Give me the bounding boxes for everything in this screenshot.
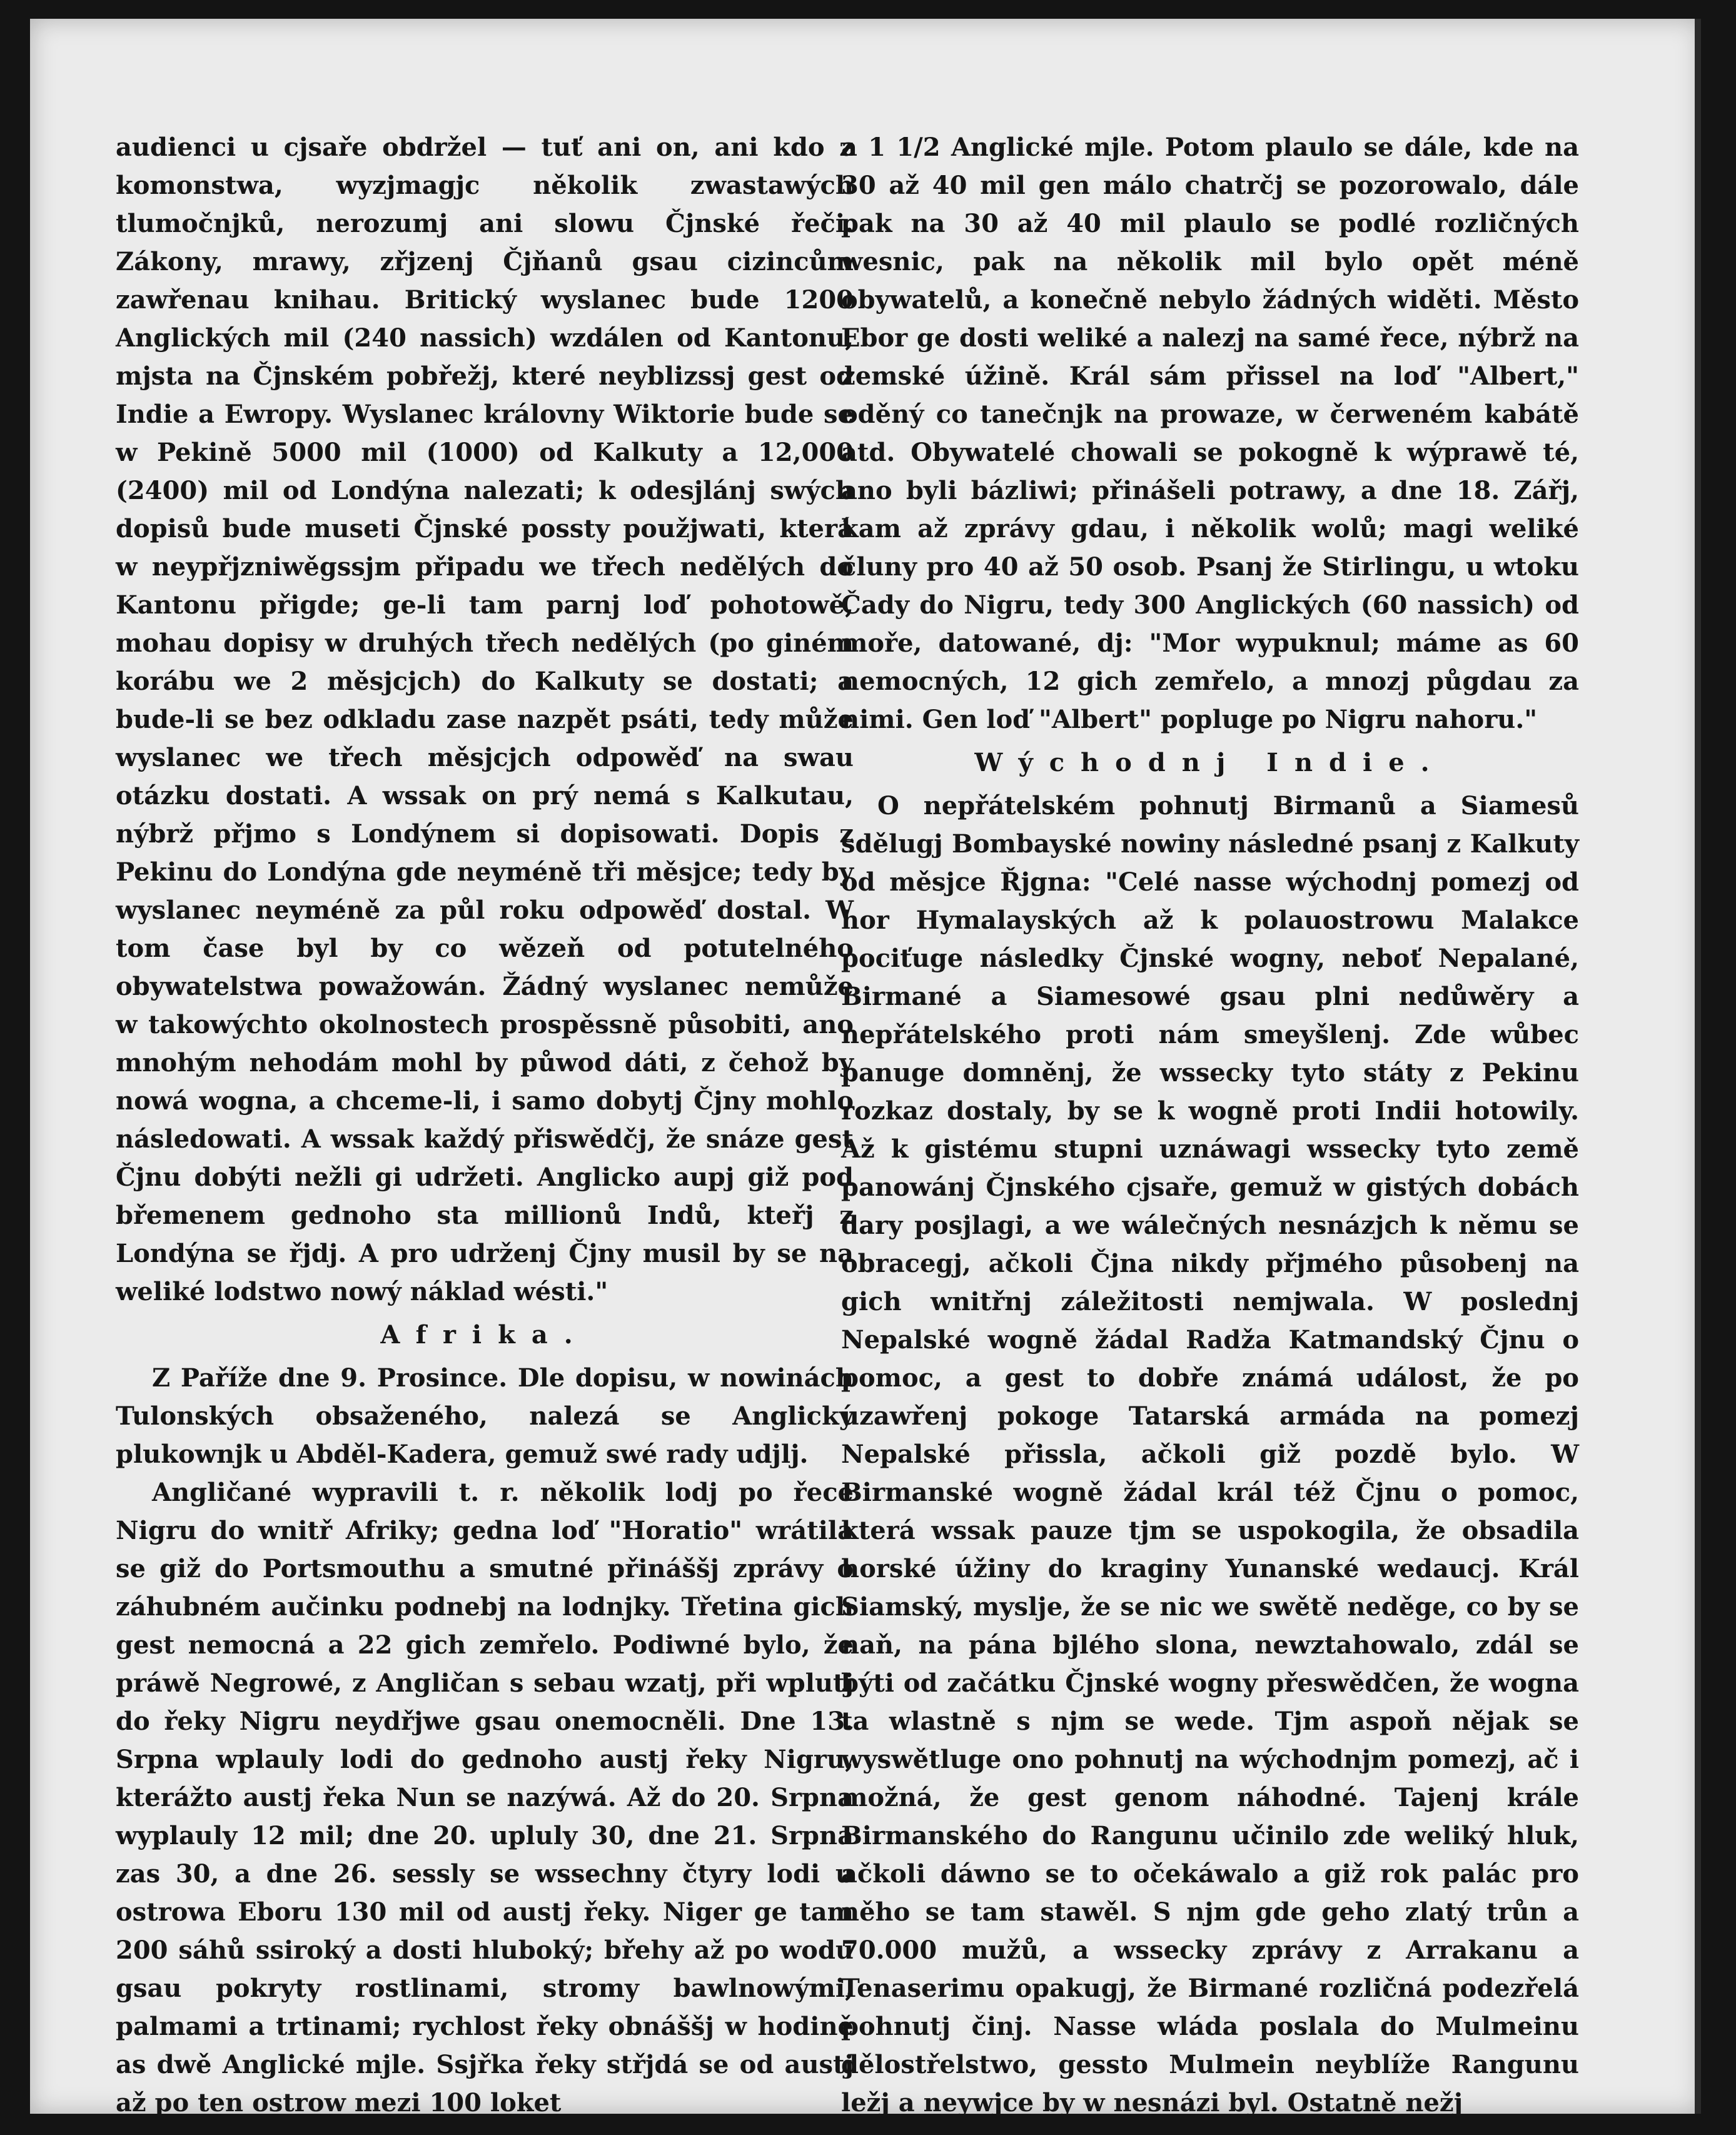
article-text-niger-continued: a 1 1/2 Anglické mjle. Potom plaulo se dále, kde na 30 až 40 mil gen málo chatrčj se pozorowalo, dále pak na 30 až 40 mil plaulo se podlé rozličných wesnic, pak na několik mil bylo opět méně obywatelů, a konečně nebylo žádných widěti. Město Ebor ge dosti weliké a nalezj na samé řece, nýbrž na zemské úžině. Král sám přissel na loď "Albert," oděný co tanečnjk na prowaze, w čerweném kabátě atd. Obywatelé chowali se pokogně k wýprawě té, ano byli bázliwi; přinášeli potrawy, a dne 18. Zářj, kam až zprávy gdau, i několik wolů; magi weliké čluny pro 40 až 50 osob. Psanj že Stirlingu, u wtoku Čady do Nigru, tedy 300 Anglických (60 nassich) od moře, datowané, dj: "Mor wypuknul; máme as 60 nemocných, 12 gich zemřelo, a mnozj půgdau za nimi. Gen loď "Albert" popluge po Nigru nahoru.": [841, 133, 1579, 734]
section-heading-africa: Afrika.: [380, 1320, 589, 1350]
scan-edge: [1695, 19, 1701, 2114]
article-text-niger-expedition: Angličané wypravili t. r. několik lodj po řece Nigru do wnitř Afriky; gedna loď "Horatio" wrátila se giž do Portsmouthu a smutné přináššj zprávy o záhubném aučinku podnebj na lodnjky. Třetina gich gest nemocná a 22 gich zemřelo. Podiwné bylo, že práwě Negrowé, z Angličan s sebau wzatj, při wplutj do řeky Nigru neydřjwe gsau onemocněli. Dne 13. Srpna wplauly lodi do gednoho austj řeky Nigru, kterážto austj řeka Nun se nazýwá. Až do 20. Srpna wyplauly 12 mil; dne 20. upluly 30, dne 21. Srpna zas 30, a dne 26. sessly se wssechny čtyry lodi u ostrowa Eboru 130 mil od austj řeky. Niger ge tam 200 sáhů ssiroký a dosti hluboký; břehy až po wodu gsau pokryty rostlinami, stromy bawlnowými, palmami a trtinami; rychlost řeky obnáššj w hodině as dwě Anglické mjle. Ssjřka řeky střjdá se od austj až po ten ostrow mezi 100 loket: [116, 1478, 854, 2117]
section-heading-east-indies: Wýchodnj Indie.: [974, 748, 1446, 777]
article-text-paris-dispatch: Z Paříže dne 9. Prosince. Dle dopisu, w nowinách Tulonských obsaženého, nalezá se Anglický plukownjk u Abděl-Kadera, gemuž swé rady udjlj.: [116, 1363, 854, 1469]
article-text-birmans-siamese: O nepřátelském pohnutj Birmanů a Siamesů sdělugj Bombayské nowiny následné psanj z Kalkuty od měsjce Řjgna: "Celé nasse wýchodnj pomezj od hor Hymalayských až k polauostrowu Malakce pociťuge následky Čjnské wogny, neboť Nepalané, Birmané a Siamesowé gsau plni nedůwěry a nepřátelského proti nám smeyšlenj. Zde wůbec panuge domněnj, že wssecky tyto státy z Pekinu rozkaz dostaly, by se k wogně proti Indii hotowily. Až k gistému stupni uznáwagi wssecky tyto země panowánj Čjnského cjsaře, gemuž w gistých dobách dary posjlagi, a we wálečných nesnázjch k němu se obracegj, ačkoli Čjna nikdy přjmého působenj na gich wnitřnj záležitosti nemjwala. W poslednj Nepalské wogně žádal Radža Katmandský Čjnu o pomoc, a gest to dobře známá událost, že po uzawřenj pokoge Tatarská armáda na pomezj Nepalské přissla, ačkoli giž pozdě bylo. W Birmanské wogně žádal král též Čjnu o pomoc, která wssak pauze tjm se uspokogila, že obsadila horské úžiny do kraginy Yunanské wedaucj. Král Siamský, myslje, že se nic we swětě neděge, co by se naň, na pána bjlého slona, newztahowalo, zdál se býti od začátku Čjnské wogny přeswědčen, že wogna ta wlastně s njm se wede. Tjm aspoň nějak se wyswětluge ono pohnutj na wýchodnjm pomezj, ač i možná, že gest genom náhodné. Tajenj krále Birmanského do Rangunu učinilo zde weliký hluk, ačkoli dáwno se to očekáwalo a giž rok palác pro něho se tam stawěl. S njm gde geho zlatý trůn a 70.000 mužů, a wssecky zprávy z Arrakanu a Tenaserimu opakugj, že Birmané rozličná podezřelá pohnutj činj. Nasse wláda poslala do Mulmeinu dělostřelstwo, gessto Mulmein neyblíže Rangunu ležj a neywjce by w nesnázi byl. Ostatně nežj: [841, 791, 1579, 2117]
article-text-china-envoy: audienci u cjsaře obdržel — tuť ani on, ani kdo z komonstwa, wyzjmagjc několik zwastawých tlumočnjků, nerozumj ani slowu Čjnské řeči. Zákony, mrawy, zřjzenj Čjňanů gsau cizincům zawřenau knihau. Britický wyslanec bude 1200 Anglických mil (240 nassich) wzdálen od Kantonu, mjsta na Čjnském pobřežj, které neyblizssj gest od Indie a Ewropy. Wyslanec královny Wiktorie bude se w Pekině 5000 mil (1000) od Kalkuty a 12,000 (2400) mil od Londýna nalezati; k odesjlánj swých dopisů bude museti Čjnské possty použjwati, která w neypřjzniwěgssjm připadu we třech nedělých do Kantonu přigde; ge-li tam parnj loď pohotowě, mohau dopisy w druhých třech nedělých (po giném korábu we 2 měsjcjch) do Kalkuty se dostati; a bude-li se bez odkladu zase nazpět psáti, tedy může wyslanec we třech měsjcjch odpowěď na swau otázku dostati. A wssak on prý nemá s Kalkutau, nýbrž přjmo s Londýnem si dopisowati. Dopis z Pekinu do Londýna gde neyméně tři měsjce; tedy by wyslanec neyméně za půl roku odpowěď dostal. W tom čase byl by co wězeň od potutelného obywatelstwa powažowán. Žádný wyslanec nemůže w takowýchto okolnostech prospěssně působiti, ano mnohým nehodám mohl by půwod dáti, z čehož by nowá wogna, a chceme-li, i samo dobytj Čjny mohlo následowati. A wssak každý přiswědčj, že snáze gest Čjnu dobýti nežli gi udržeti. Anglicko aupj giž pod břemenem gednoho sta millionů Indů, kteřj z Londýna se řjdj. A pro udrženj Čjny musil by se na weliké lodstwo nowý náklad wésti.": [116, 133, 854, 1306]
right-column: [841, 128, 1579, 2122]
left-column: [116, 128, 854, 2122]
